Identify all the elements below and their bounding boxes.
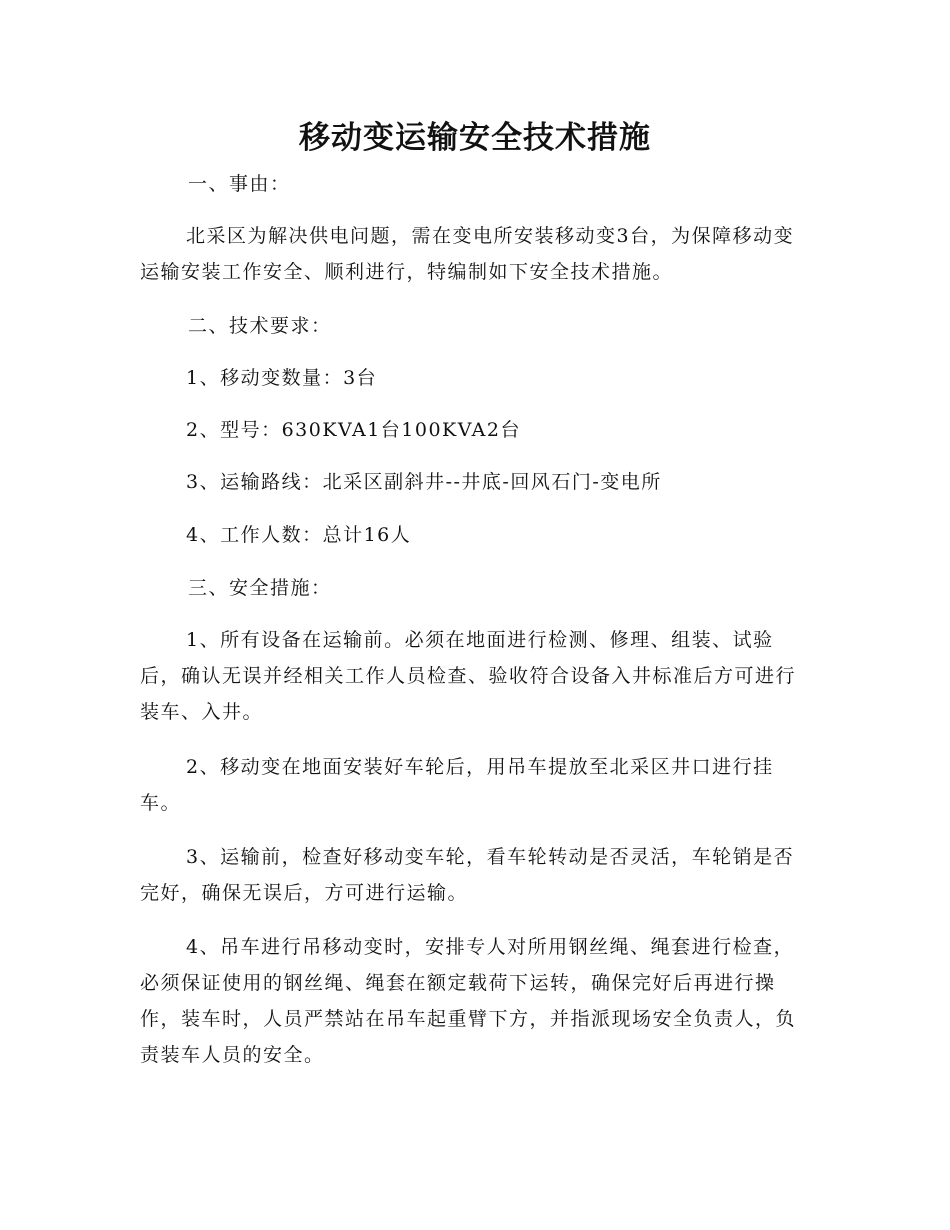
section-heading-reason: 一、事由： [188, 173, 291, 195]
paragraph-reason: 北采区为解决供电问题，需在变电所安装移动变3台，为保障移动变运输安装工作安全、顺利进行，特编制如下安全技术措施。 [140, 225, 795, 283]
document-title: 移动变运输安全技术措施 [299, 120, 651, 156]
paragraph-safety-1: 1、所有设备在运输前。必须在地面进行检测、修理、组装、试验后，确认无误并经相关工作人员检查、验收符合设备入井标准后方可进行装车、入井。 [140, 629, 797, 723]
section-heading-safety-measures: 三、安全措施： [188, 577, 332, 599]
paragraph-quantity: 1、移动变数量：3台 [186, 367, 378, 389]
section-heading-tech-requirements: 二、技术要求： [188, 315, 332, 337]
paragraph-workers: 4、工作人数：总计16人 [186, 524, 412, 546]
paragraph-safety-4: 4、吊车进行吊移动变时，安排专人对所用钢丝绳、绳套进行检查，必须保证使用的钢丝绳、绳套在额定载荷下运转，确保完好后再进行操作，装车时，人员严禁站在吊车起重臂下方，并指派现场安全负责人，负责装车人员的安全。 [140, 936, 797, 1066]
paragraph-safety-2: 2、移动变在地面安装好车轮后，用吊车提放至北采区井口进行挂车。 [140, 756, 774, 814]
paragraph-route: 3、运输路线：北采区副斜井--井底-回风石门-变电所 [186, 471, 662, 493]
paragraph-safety-3: 3、运输前，检查好移动变车轮，看车轮转动是否灵活，车轮销是否完好，确保无误后，方可进行运输。 [140, 846, 795, 904]
paragraph-model: 2、型号：630KVA1台100KVA2台 [186, 419, 521, 441]
